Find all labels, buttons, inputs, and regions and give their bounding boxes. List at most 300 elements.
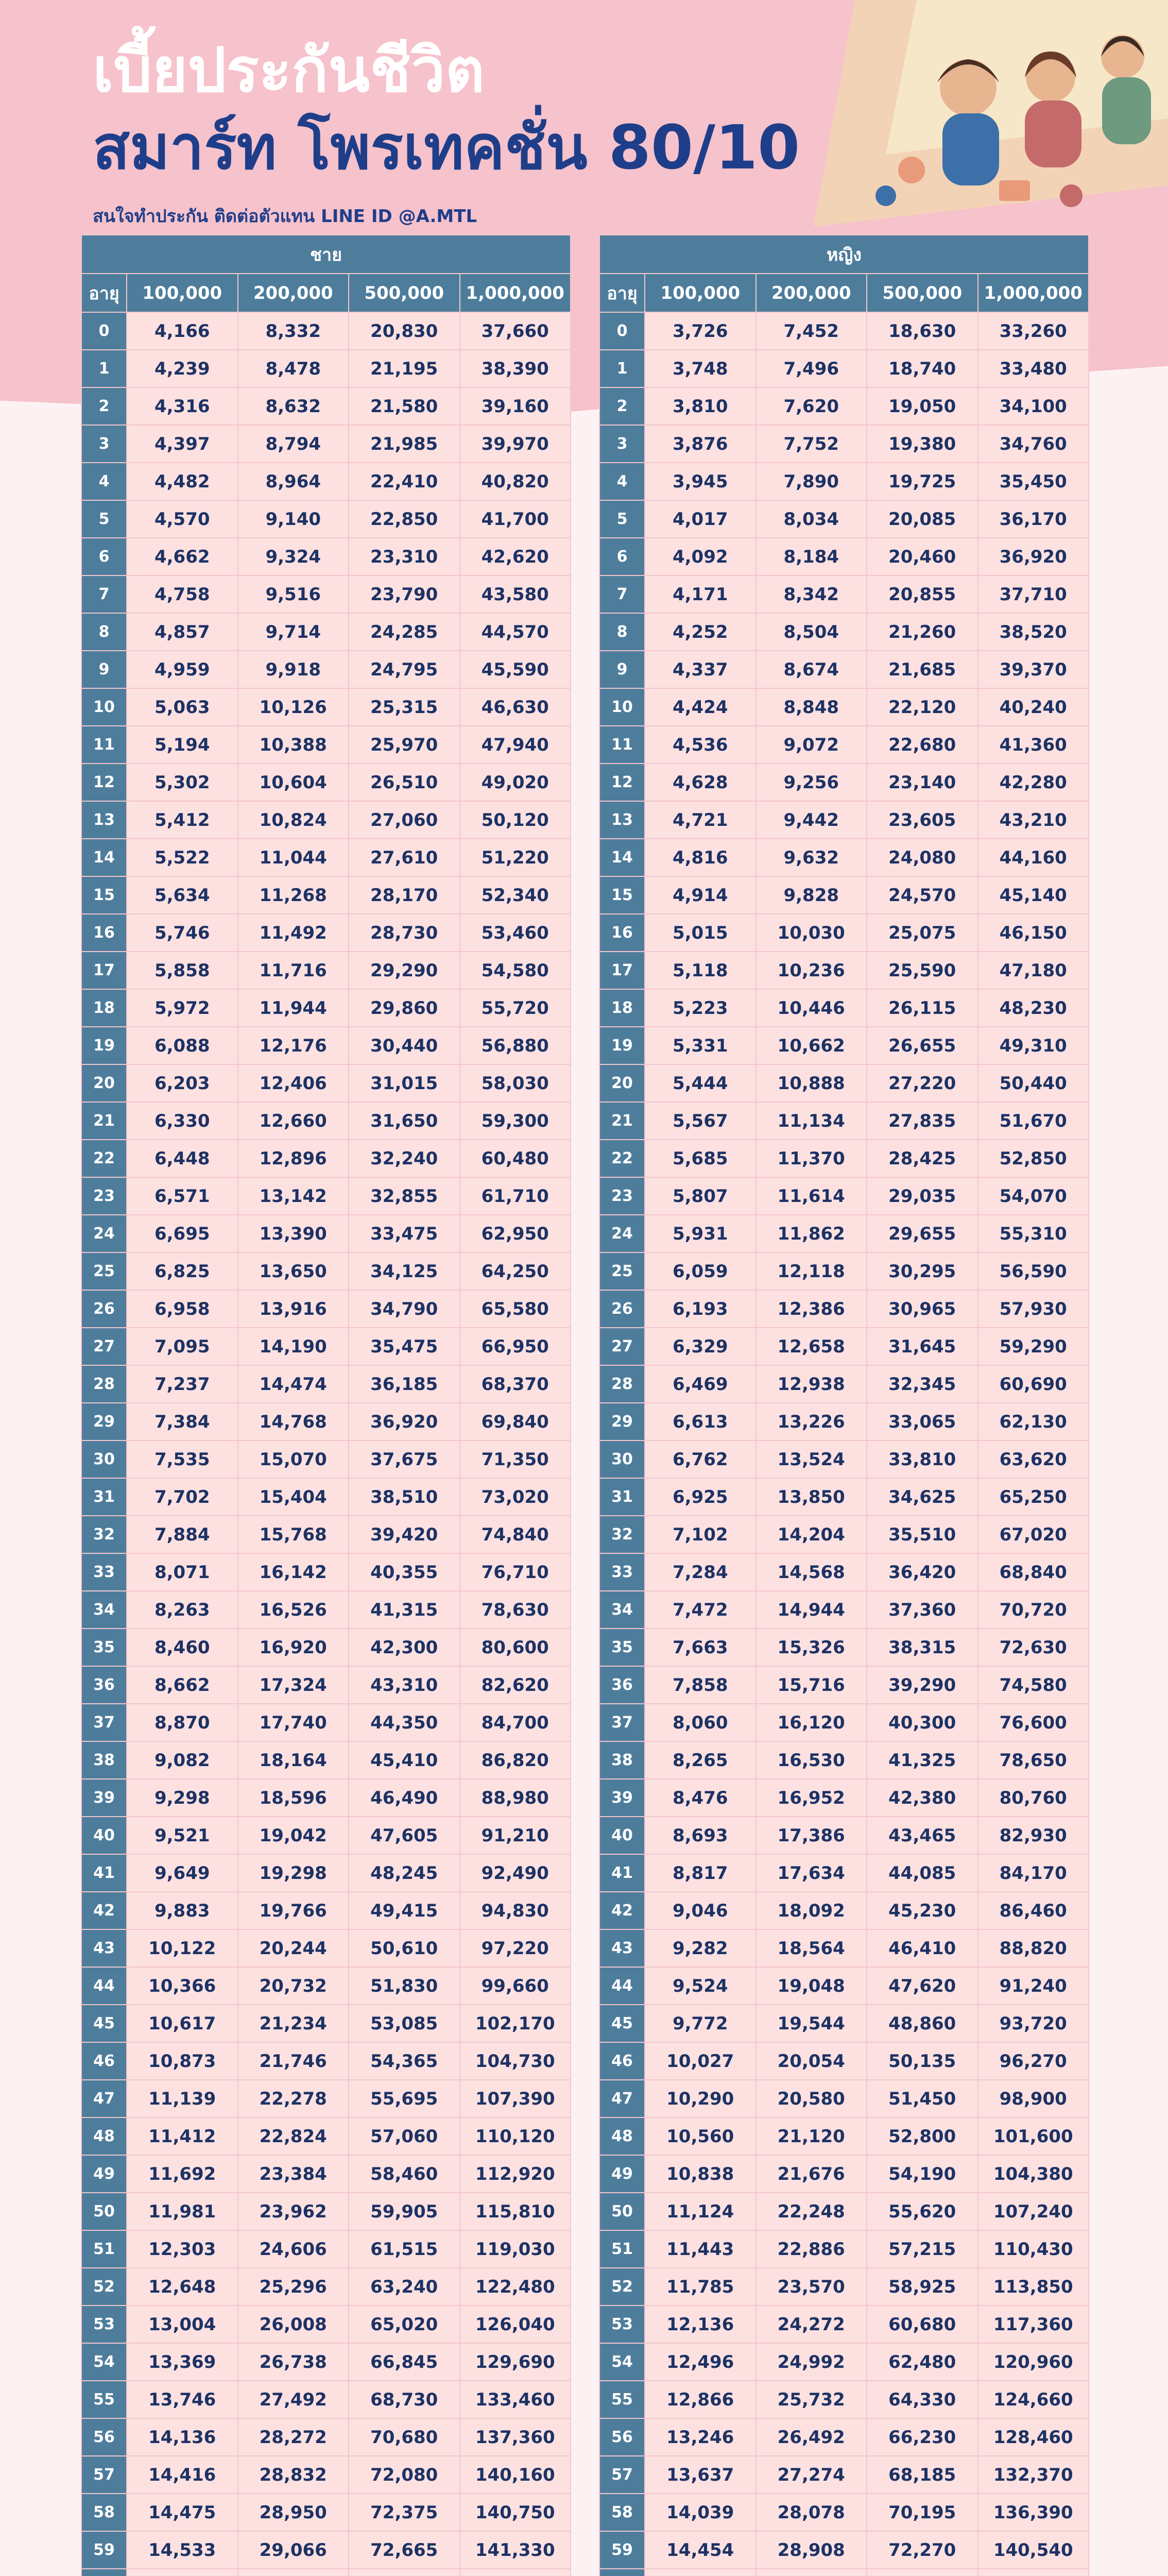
premium-cell: 94,830 — [460, 1892, 571, 1929]
age-cell: 42 — [81, 1892, 127, 1929]
premium-cell — [645, 2569, 756, 2576]
premium-cell: 4,316 — [127, 387, 238, 425]
premium-cell: 12,303 — [127, 2230, 238, 2268]
age-cell: 53 — [599, 2306, 645, 2343]
table-row — [81, 463, 571, 500]
premium-cell: 26,492 — [756, 2418, 867, 2456]
premium-cell: 18,740 — [867, 350, 978, 387]
premium-cell: 11,412 — [127, 2117, 238, 2155]
premium-cell: 29,035 — [867, 1177, 978, 1215]
premium-cell: 26,738 — [238, 2343, 349, 2381]
premium-cell: 15,768 — [238, 1516, 349, 1553]
table-row — [599, 1440, 1089, 1478]
premium-cell: 5,194 — [127, 726, 238, 764]
age-cell: 20 — [81, 1064, 127, 1102]
premium-cell: 12,660 — [238, 1102, 349, 1140]
premium-cell: 41,700 — [460, 500, 571, 538]
table-row — [81, 2494, 571, 2531]
premium-cell: 5,634 — [127, 876, 238, 914]
premium-cell: 9,918 — [238, 651, 349, 688]
table-row — [81, 764, 571, 801]
premium-cell: 8,060 — [645, 1704, 756, 1741]
premium-cell: 27,060 — [349, 801, 460, 839]
premium-cell: 8,674 — [756, 651, 867, 688]
age-cell: 27 — [81, 1328, 127, 1365]
premium-cell: 37,660 — [460, 312, 571, 350]
premium-cell: 122,480 — [460, 2268, 571, 2306]
premium-cell: 72,080 — [349, 2456, 460, 2494]
premium-cell: 34,760 — [978, 425, 1089, 463]
premium-cell: 26,510 — [349, 764, 460, 801]
premium-cell: 39,420 — [349, 1516, 460, 1553]
premium-cell: 9,082 — [127, 1741, 238, 1779]
premium-cell — [756, 2569, 867, 2576]
premium-cell: 6,762 — [645, 1440, 756, 1478]
premium-cell: 40,240 — [978, 688, 1089, 726]
age-cell: 8 — [599, 613, 645, 651]
premium-cell: 51,450 — [867, 2080, 978, 2117]
premium-cell: 29,655 — [867, 1215, 978, 1252]
premium-cell: 12,406 — [238, 1064, 349, 1102]
premium-cell — [238, 2569, 349, 2576]
premium-cell: 8,478 — [238, 350, 349, 387]
premium-cell: 78,650 — [978, 1741, 1089, 1779]
premium-cell: 14,474 — [238, 1365, 349, 1403]
age-cell: 13 — [599, 801, 645, 839]
premium-cell: 7,702 — [127, 1478, 238, 1516]
premium-cell: 36,185 — [349, 1365, 460, 1403]
premium-cell: 27,274 — [756, 2456, 867, 2494]
premium-cell: 20,244 — [238, 1929, 349, 1967]
table-row — [81, 651, 571, 688]
premium-cell: 5,223 — [645, 989, 756, 1027]
premium-cell: 63,620 — [978, 1440, 1089, 1478]
table-row — [81, 1027, 571, 1064]
premium-cell: 5,685 — [645, 1140, 756, 1177]
premium-cell: 44,350 — [349, 1704, 460, 1741]
premium-cell: 24,606 — [238, 2230, 349, 2268]
premium-cell: 13,746 — [127, 2381, 238, 2418]
premium-cell: 88,980 — [460, 1779, 571, 1817]
premium-cell: 19,544 — [756, 2005, 867, 2042]
premium-cell: 53,460 — [460, 914, 571, 952]
premium-cell: 107,240 — [978, 2193, 1089, 2230]
premium-cell: 28,272 — [238, 2418, 349, 2456]
premium-cell: 10,446 — [756, 989, 867, 1027]
table-row — [599, 2306, 1089, 2343]
premium-cell: 17,386 — [756, 1817, 867, 1854]
premium-cell: 8,184 — [756, 538, 867, 575]
age-cell: 35 — [599, 1629, 645, 1666]
premium-cell: 13,390 — [238, 1215, 349, 1252]
premium-cell: 93,720 — [978, 2005, 1089, 2042]
premium-cell: 11,268 — [238, 876, 349, 914]
premium-cell: 82,930 — [978, 1817, 1089, 1854]
premium-cell: 48,230 — [978, 989, 1089, 1027]
premium-cell: 54,580 — [460, 952, 571, 989]
table-row — [81, 1252, 571, 1290]
premium-cell: 31,015 — [349, 1064, 460, 1102]
premium-cell: 22,824 — [238, 2117, 349, 2155]
table-row — [81, 1591, 571, 1629]
premium-cell: 45,230 — [867, 1892, 978, 1929]
age-cell: 37 — [599, 1704, 645, 1741]
premium-cell: 6,469 — [645, 1365, 756, 1403]
premium-cell: 34,790 — [349, 1290, 460, 1328]
table-row — [599, 1290, 1089, 1328]
premium-cell: 55,620 — [867, 2193, 978, 2230]
premium-cell: 27,835 — [867, 1102, 978, 1140]
premium-cell: 9,140 — [238, 500, 349, 538]
premium-cell: 11,492 — [238, 914, 349, 952]
age-cell: 23 — [81, 1177, 127, 1215]
table-row — [599, 2268, 1089, 2306]
premium-cell: 28,078 — [756, 2494, 867, 2531]
premium-cell: 30,295 — [867, 1252, 978, 1290]
premium-cell: 33,810 — [867, 1440, 978, 1478]
premium-cell: 60,480 — [460, 1140, 571, 1177]
premium-cell: 11,139 — [127, 2080, 238, 2117]
age-cell: 25 — [81, 1252, 127, 1290]
premium-cell: 58,460 — [349, 2155, 460, 2193]
premium-cell — [867, 2569, 978, 2576]
premium-cell: 35,510 — [867, 1516, 978, 1553]
table-row — [81, 2117, 571, 2155]
table-row — [599, 2418, 1089, 2456]
premium-cell: 63,240 — [349, 2268, 460, 2306]
premium-cell: 11,370 — [756, 1140, 867, 1177]
table-row — [81, 312, 571, 350]
premium-cell: 19,380 — [867, 425, 978, 463]
premium-cell: 7,884 — [127, 1516, 238, 1553]
premium-cell: 55,310 — [978, 1215, 1089, 1252]
premium-cell: 4,171 — [645, 575, 756, 613]
table-row — [599, 876, 1089, 914]
premium-cell: 57,060 — [349, 2117, 460, 2155]
age-cell: 4 — [599, 463, 645, 500]
premium-cell: 6,825 — [127, 1252, 238, 1290]
premium-cell: 6,330 — [127, 1102, 238, 1140]
premium-cell: 12,896 — [238, 1140, 349, 1177]
table-row — [599, 764, 1089, 801]
premium-cell: 8,848 — [756, 688, 867, 726]
age-cell: 38 — [81, 1741, 127, 1779]
table-row — [599, 1741, 1089, 1779]
table-row — [599, 425, 1089, 463]
premium-cell: 21,580 — [349, 387, 460, 425]
premium-cell: 8,964 — [238, 463, 349, 500]
premium-cell: 52,340 — [460, 876, 571, 914]
premium-cell: 13,004 — [127, 2306, 238, 2343]
column-age: อายุ — [81, 274, 127, 312]
premium-cell: 12,176 — [238, 1027, 349, 1064]
table-row — [81, 1892, 571, 1929]
premium-cell: 17,634 — [756, 1854, 867, 1892]
premium-cell: 21,260 — [867, 613, 978, 651]
premium-cell: 69,840 — [460, 1403, 571, 1440]
premium-cell: 11,944 — [238, 989, 349, 1027]
premium-cell: 22,886 — [756, 2230, 867, 2268]
age-cell: 11 — [599, 726, 645, 764]
age-cell: 16 — [599, 914, 645, 952]
age-cell: 5 — [599, 500, 645, 538]
premium-cell: 9,524 — [645, 1967, 756, 2005]
table-row — [81, 1440, 571, 1478]
column-100000: 100,000 — [127, 274, 238, 312]
table-row — [81, 1102, 571, 1140]
premium-cell: 9,883 — [127, 1892, 238, 1929]
age-cell: 45 — [81, 2005, 127, 2042]
premium-cell: 136,390 — [978, 2494, 1089, 2531]
premium-cell: 7,384 — [127, 1403, 238, 1440]
premium-cell: 4,397 — [127, 425, 238, 463]
age-cell: 26 — [81, 1290, 127, 1328]
premium-cell: 43,210 — [978, 801, 1089, 839]
premium-cell: 52,800 — [867, 2117, 978, 2155]
age-cell: 33 — [599, 1553, 645, 1591]
premium-cell: 42,280 — [978, 764, 1089, 801]
premium-cell: 39,290 — [867, 1666, 978, 1704]
age-cell: 8 — [81, 613, 127, 651]
age-cell: 5 — [81, 500, 127, 538]
premium-cell: 68,840 — [978, 1553, 1089, 1591]
premium-cell — [978, 2569, 1089, 2576]
premium-cell: 42,380 — [867, 1779, 978, 1817]
age-cell: 45 — [599, 2005, 645, 2042]
age-cell: 39 — [81, 1779, 127, 1817]
premium-cell: 7,102 — [645, 1516, 756, 1553]
premium-cell: 92,490 — [460, 1854, 571, 1892]
premium-cell: 50,135 — [867, 2042, 978, 2080]
premium-cell: 70,680 — [349, 2418, 460, 2456]
premium-cell: 20,732 — [238, 1967, 349, 2005]
age-cell: 51 — [599, 2230, 645, 2268]
premium-cell: 7,452 — [756, 312, 867, 350]
premium-cell: 20,085 — [867, 500, 978, 538]
age-cell: 18 — [81, 989, 127, 1027]
premium-cell: 10,873 — [127, 2042, 238, 2080]
table-row — [599, 463, 1089, 500]
premium-cell: 59,300 — [460, 1102, 571, 1140]
premium-cell: 101,600 — [978, 2117, 1089, 2155]
table-row — [599, 2569, 1089, 2576]
premium-cell: 128,460 — [978, 2418, 1089, 2456]
table-row — [599, 651, 1089, 688]
age-cell: 18 — [599, 989, 645, 1027]
premium-cell: 65,250 — [978, 1478, 1089, 1516]
table-row — [599, 952, 1089, 989]
age-cell: 16 — [81, 914, 127, 952]
premium-cell: 51,670 — [978, 1102, 1089, 1140]
male-header: ชาย — [81, 235, 571, 274]
premium-cell: 21,120 — [756, 2117, 867, 2155]
premium-cell: 40,355 — [349, 1553, 460, 1591]
table-row — [81, 2230, 571, 2268]
premium-cell: 62,130 — [978, 1403, 1089, 1440]
premium-cell: 28,730 — [349, 914, 460, 952]
age-cell: 4 — [81, 463, 127, 500]
female-header: หญิง — [599, 235, 1089, 274]
premium-cell: 32,345 — [867, 1365, 978, 1403]
table-row — [81, 2005, 571, 2042]
premium-cell: 24,570 — [867, 876, 978, 914]
column-200000: 200,000 — [238, 274, 349, 312]
age-cell: 15 — [599, 876, 645, 914]
premium-cell: 11,443 — [645, 2230, 756, 2268]
premium-cell: 10,388 — [238, 726, 349, 764]
table-row — [81, 538, 571, 575]
table-row — [81, 1741, 571, 1779]
premium-cell: 76,600 — [978, 1704, 1089, 1741]
premium-cell: 48,860 — [867, 2005, 978, 2042]
premium-cell: 72,630 — [978, 1629, 1089, 1666]
premium-cell: 42,620 — [460, 538, 571, 575]
premium-cell: 38,315 — [867, 1629, 978, 1666]
table-row — [81, 2343, 571, 2381]
age-cell: 57 — [81, 2456, 127, 2494]
premium-cell — [460, 2569, 571, 2576]
premium-cell: 36,920 — [349, 1403, 460, 1440]
table-row — [81, 1929, 571, 1967]
premium-cell: 99,660 — [460, 1967, 571, 2005]
premium-cell: 4,959 — [127, 651, 238, 688]
age-cell: 29 — [81, 1403, 127, 1440]
premium-cell: 49,415 — [349, 1892, 460, 1929]
premium-cell: 6,695 — [127, 1215, 238, 1252]
table-row — [599, 613, 1089, 651]
premium-cell: 22,410 — [349, 463, 460, 500]
age-cell: 44 — [599, 1967, 645, 2005]
premium-cell: 25,296 — [238, 2268, 349, 2306]
table-row — [599, 1064, 1089, 1102]
premium-cell: 12,386 — [756, 1290, 867, 1328]
premium-cell: 35,475 — [349, 1328, 460, 1365]
premium-cell: 44,570 — [460, 613, 571, 651]
age-cell: 52 — [599, 2268, 645, 2306]
table-row — [81, 2306, 571, 2343]
age-cell: 2 — [599, 387, 645, 425]
premium-cell: 6,329 — [645, 1328, 756, 1365]
premium-cell: 7,890 — [756, 463, 867, 500]
premium-cell: 3,810 — [645, 387, 756, 425]
premium-cell: 4,166 — [127, 312, 238, 350]
premium-cell: 19,042 — [238, 1817, 349, 1854]
premium-cell: 48,245 — [349, 1854, 460, 1892]
premium-cell: 53,085 — [349, 2005, 460, 2042]
premium-cell: 11,716 — [238, 952, 349, 989]
premium-cell: 98,900 — [978, 2080, 1089, 2117]
table-row — [81, 2569, 571, 2576]
age-cell: 3 — [599, 425, 645, 463]
premium-cell: 33,260 — [978, 312, 1089, 350]
premium-cell: 31,650 — [349, 1102, 460, 1140]
premium-cell: 16,530 — [756, 1741, 867, 1779]
age-cell: 48 — [599, 2117, 645, 2155]
premium-cell: 72,270 — [867, 2531, 978, 2569]
age-cell: 0 — [599, 312, 645, 350]
premium-cell: 4,721 — [645, 801, 756, 839]
premium-cell: 46,630 — [460, 688, 571, 726]
age-cell: 20 — [599, 1064, 645, 1102]
age-cell: 28 — [599, 1365, 645, 1403]
premium-cell: 23,790 — [349, 575, 460, 613]
premium-cell: 28,425 — [867, 1140, 978, 1177]
premium-cell: 119,030 — [460, 2230, 571, 2268]
premium-cell: 8,034 — [756, 500, 867, 538]
premium-cell: 4,337 — [645, 651, 756, 688]
age-cell: 22 — [599, 1140, 645, 1177]
premium-cell: 6,925 — [645, 1478, 756, 1516]
table-row — [599, 2042, 1089, 2080]
premium-cell: 74,840 — [460, 1516, 571, 1553]
table-row — [599, 312, 1089, 350]
premium-cell: 14,568 — [756, 1553, 867, 1591]
table-row — [599, 2080, 1089, 2117]
table-row — [81, 575, 571, 613]
column-200000: 200,000 — [756, 274, 867, 312]
age-cell: 31 — [599, 1478, 645, 1516]
premium-cell: 24,992 — [756, 2343, 867, 2381]
premium-cell: 20,580 — [756, 2080, 867, 2117]
premium-cell: 5,522 — [127, 839, 238, 876]
age-cell: 54 — [81, 2343, 127, 2381]
premium-cell: 19,050 — [867, 387, 978, 425]
premium-cell: 73,020 — [460, 1478, 571, 1516]
table-row — [81, 688, 571, 726]
premium-cell: 4,758 — [127, 575, 238, 613]
table-row — [599, 2005, 1089, 2042]
table-row — [81, 2193, 571, 2230]
premium-cell — [127, 2569, 238, 2576]
premium-cell: 27,220 — [867, 1064, 978, 1102]
premium-cell: 34,100 — [978, 387, 1089, 425]
table-row — [81, 1177, 571, 1215]
age-cell: 54 — [599, 2343, 645, 2381]
age-cell: 32 — [599, 1516, 645, 1553]
age-cell: 46 — [599, 2042, 645, 2080]
premium-cell: 140,160 — [460, 2456, 571, 2494]
premium-cell: 45,410 — [349, 1741, 460, 1779]
age-cell: 58 — [81, 2494, 127, 2531]
premium-cell: 12,648 — [127, 2268, 238, 2306]
table-row — [599, 1516, 1089, 1553]
table-row — [599, 2494, 1089, 2531]
table-row — [599, 1967, 1089, 2005]
premium-cell: 22,248 — [756, 2193, 867, 2230]
column-500000: 500,000 — [867, 274, 978, 312]
premium-cell: 9,282 — [645, 1929, 756, 1967]
premium-cell: 23,962 — [238, 2193, 349, 2230]
table-row — [81, 1854, 571, 1892]
premium-cell: 29,290 — [349, 952, 460, 989]
age-cell: 17 — [599, 952, 645, 989]
premium-cell: 68,185 — [867, 2456, 978, 2494]
premium-cell: 9,256 — [756, 764, 867, 801]
table-row — [81, 2268, 571, 2306]
age-cell: 33 — [81, 1553, 127, 1591]
premium-cell: 30,440 — [349, 1027, 460, 1064]
premium-cell: 60,690 — [978, 1365, 1089, 1403]
premium-cell: 25,315 — [349, 688, 460, 726]
premium-cell: 9,516 — [238, 575, 349, 613]
premium-cell: 47,940 — [460, 726, 571, 764]
age-cell: 10 — [599, 688, 645, 726]
premium-cell: 66,950 — [460, 1328, 571, 1365]
premium-cell: 13,650 — [238, 1252, 349, 1290]
premium-cell: 57,930 — [978, 1290, 1089, 1328]
premium-cell: 8,632 — [238, 387, 349, 425]
premium-cell: 104,730 — [460, 2042, 571, 2080]
